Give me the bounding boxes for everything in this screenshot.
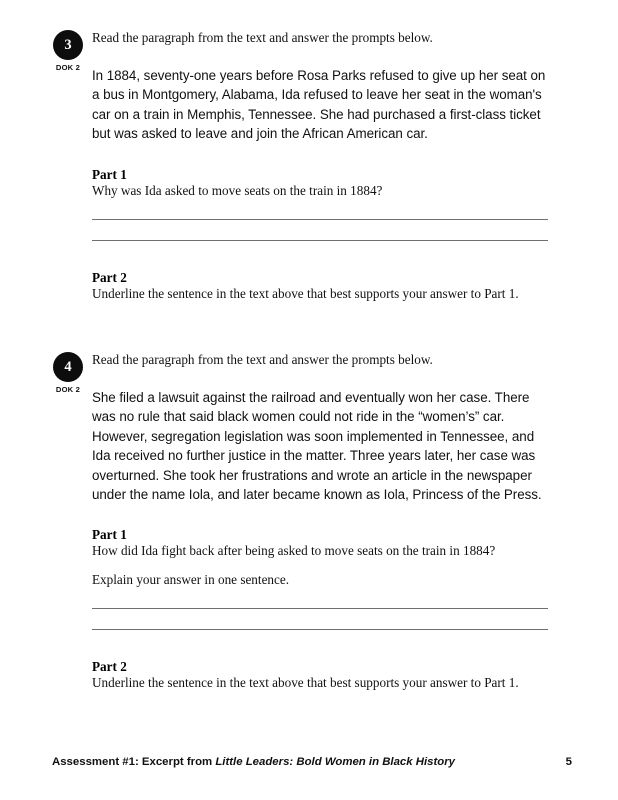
footer-prefix: Assessment #1: Excerpt from bbox=[52, 756, 216, 768]
answer-line[interactable] bbox=[92, 608, 548, 609]
question-3-badge-group bbox=[44, 30, 92, 72]
question-instruction: Read the paragraph from the text and answer the prompts below. bbox=[92, 352, 433, 367]
answer-line[interactable] bbox=[92, 219, 548, 220]
dok-level-label: DOK 2 bbox=[55, 385, 81, 394]
question-4-badge-group bbox=[44, 352, 92, 394]
question-3-content bbox=[92, 30, 548, 303]
passage-excerpt: She filed a lawsuit against the railroad and eventually won her case. There was no rule that said black women could not ride in the “women’s” car. However, segregation legislation was soon implemented in Tennessee, and Ida received no further justice in the matter. Three years later, her case was overturned. She took her frustrations and wrote an article in the newspaper under the name Iola, and later became known as Iola, Princess of the Press. bbox=[92, 390, 542, 503]
spacer bbox=[92, 560, 548, 572]
spacer bbox=[92, 588, 548, 608]
footer-source-line bbox=[52, 756, 455, 768]
part-1-extra-instruction: Explain your answer in one sentence. bbox=[92, 571, 290, 587]
spacer bbox=[92, 504, 548, 526]
spacer bbox=[92, 630, 548, 658]
part-2-heading: Part 2 bbox=[92, 270, 127, 286]
spacer bbox=[92, 144, 548, 166]
page-footer bbox=[52, 756, 572, 768]
footer-book-title: Little Leaders: Bold Women in Black History bbox=[215, 756, 456, 768]
part-2-heading: Part 2 bbox=[92, 659, 127, 675]
spacer bbox=[92, 368, 548, 388]
question-number-badge: 4 bbox=[53, 352, 83, 382]
part-1-prompt: How did Ida fight back after being asked to move seats on the train in 1884? bbox=[92, 543, 496, 559]
part-2-prompt: Underline the sentence in the text above that best supports your answer to Part 1. bbox=[92, 286, 519, 302]
question-4-content bbox=[92, 352, 548, 692]
part-2-prompt: Underline the sentence in the text above that best supports your answer to Part 1. bbox=[92, 675, 519, 691]
part-1-heading: Part 1 bbox=[92, 527, 127, 543]
answer-lines-group bbox=[92, 608, 548, 630]
question-instruction: Read the paragraph from the text and answer the prompts below. bbox=[92, 30, 433, 45]
spacer bbox=[92, 199, 548, 219]
passage-excerpt: In 1884, seventy-one years before Rosa Parks refused to give up her seat on a bus in Montgomery, Alabama, Ida refused to leave her seat in the woman's car on a train in Memphis, Tennessee. She had purchased a first-class ticket but was asked to leave and join the African American car. bbox=[92, 68, 546, 142]
part-1-heading: Part 1 bbox=[92, 166, 127, 182]
answer-lines-group bbox=[92, 219, 548, 241]
part-1-prompt: Why was Ida asked to move seats on the train in 1884? bbox=[92, 182, 383, 198]
spacer bbox=[92, 241, 548, 269]
page-number: 5 bbox=[565, 756, 572, 768]
question-number-badge: 3 bbox=[53, 30, 83, 60]
dok-level-label: DOK 2 bbox=[55, 63, 81, 72]
spacer bbox=[92, 46, 548, 66]
